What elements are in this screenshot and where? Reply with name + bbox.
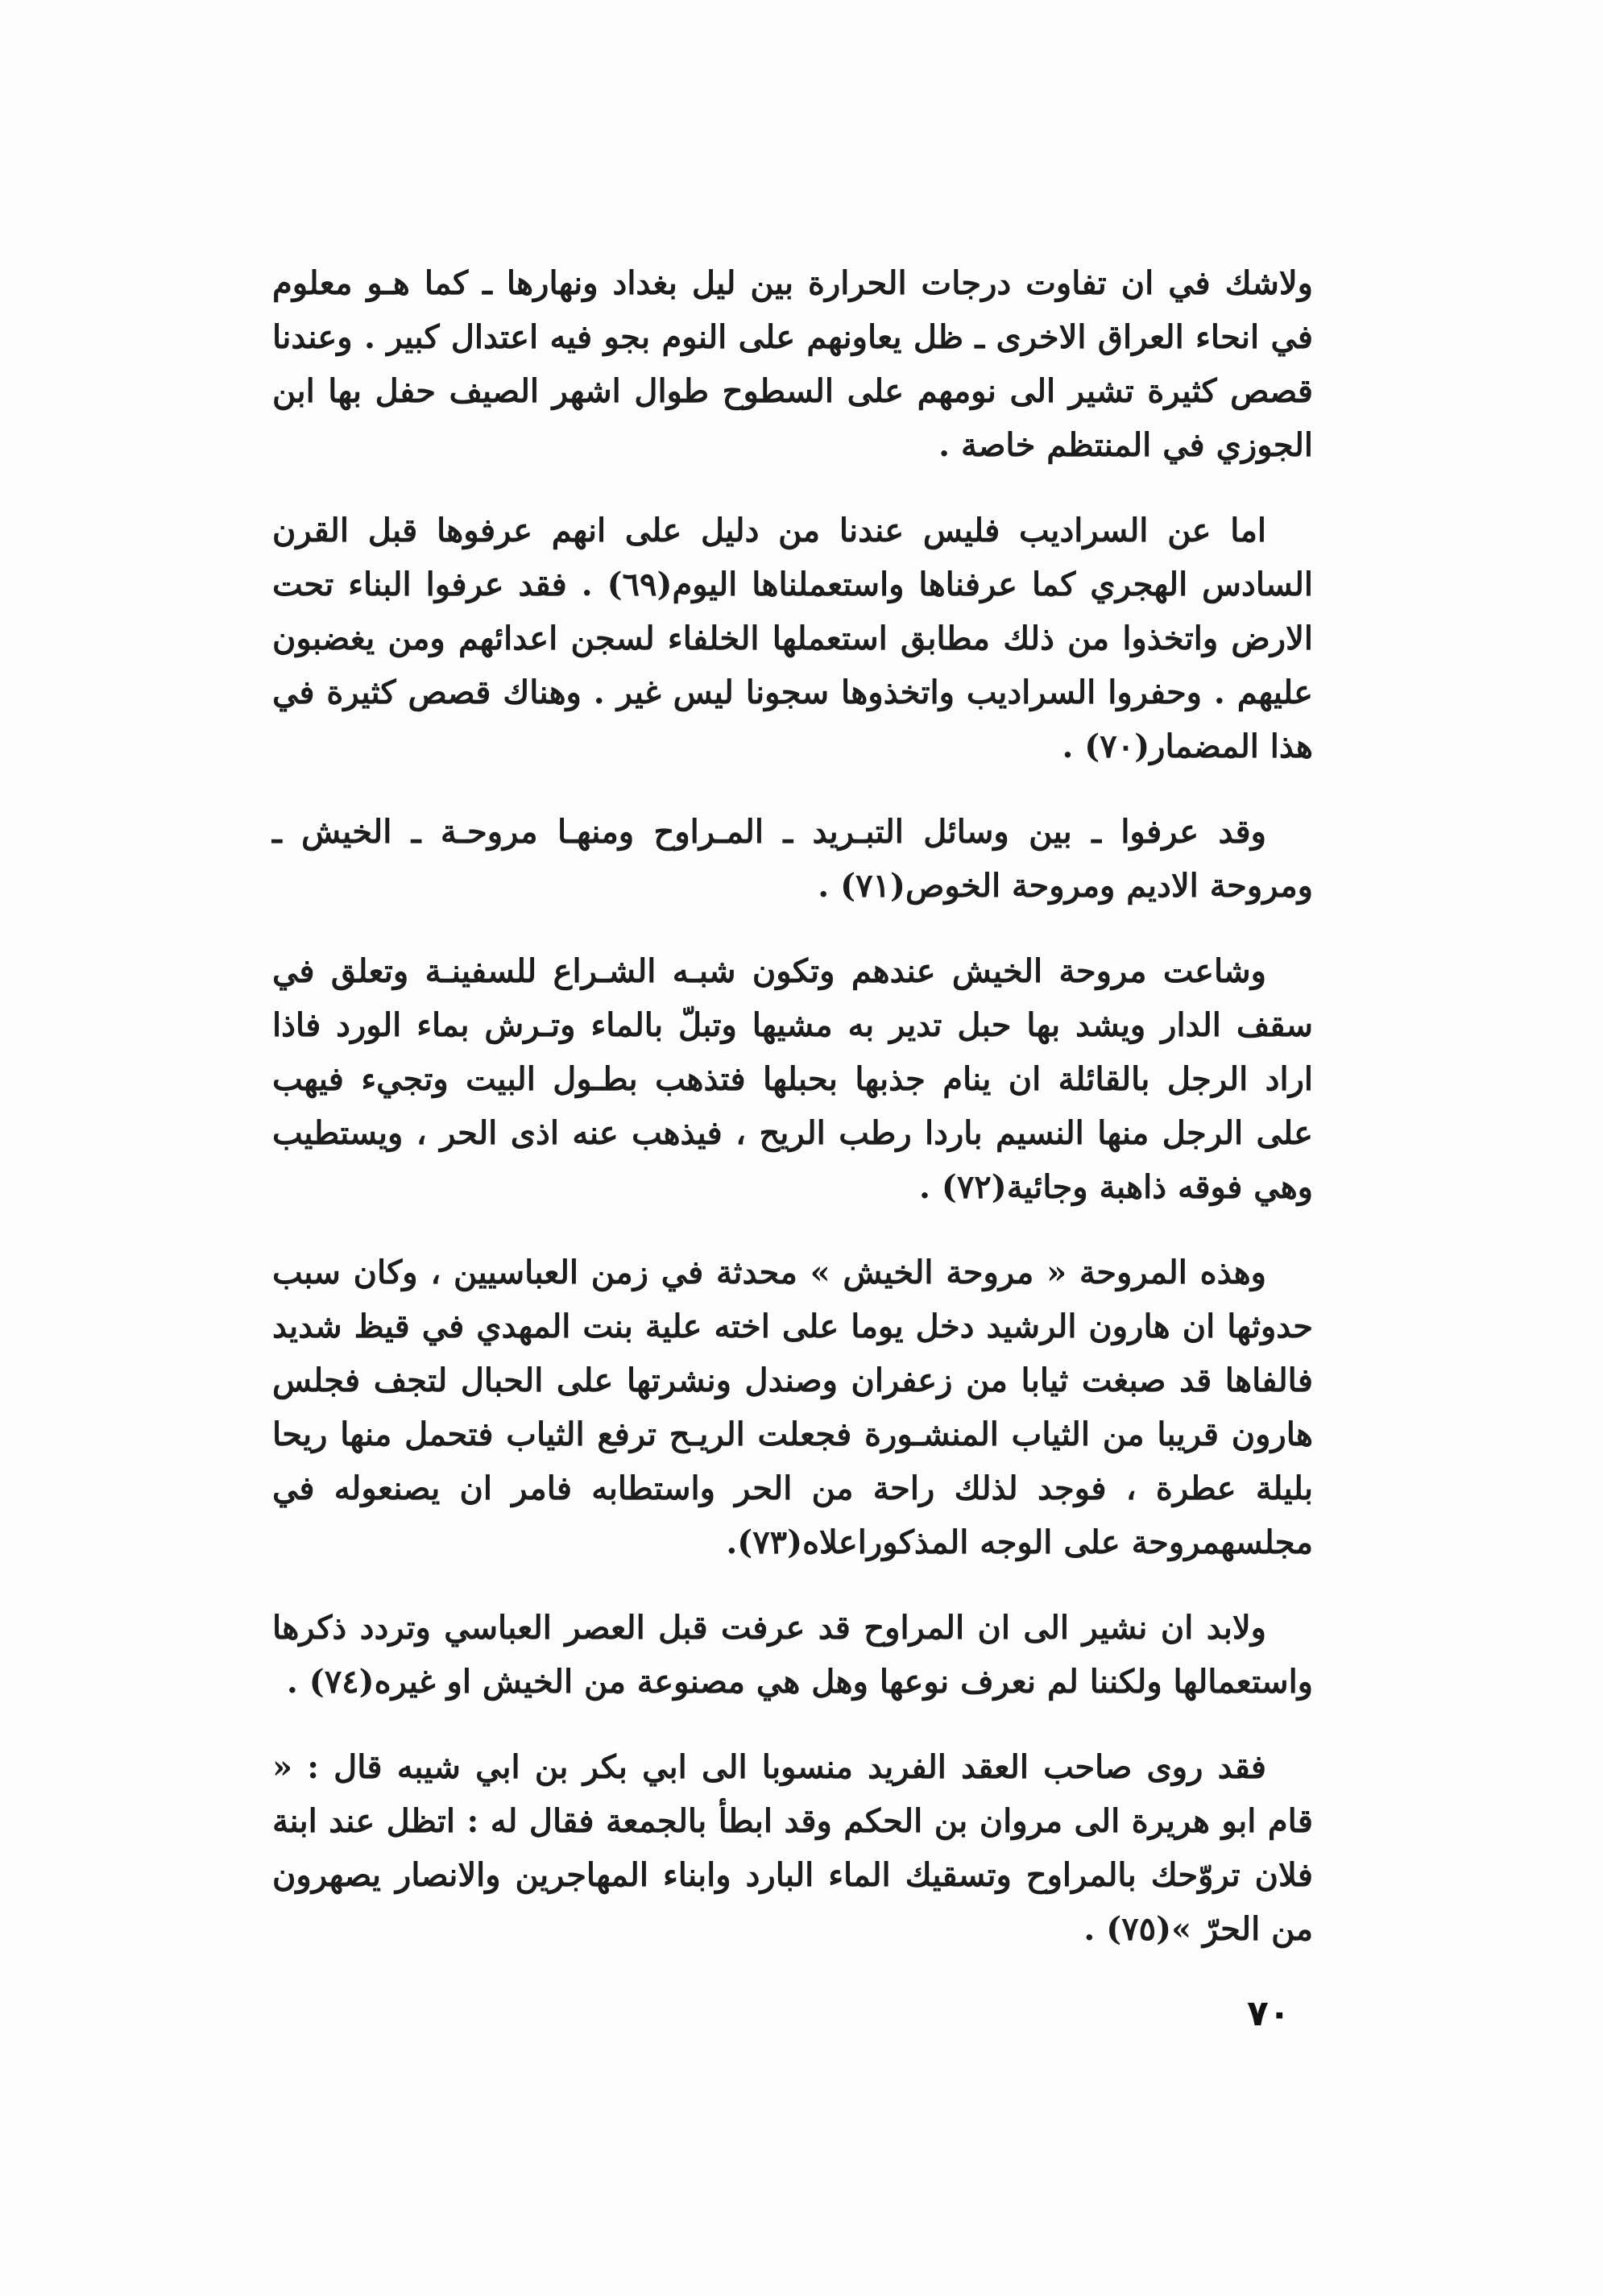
paragraph-3: وقد عرفوا ـ بين وسائل التبـريد ـ المـراوح ومنهـا مروحـة ـ الخيش ـ ومروحة الاديم ومروحة الخوص(٧١) . (272, 813, 1313, 905)
page-number: ٧٠ (1247, 1993, 1290, 2034)
paragraph-6: ولابد ان نشير الى ان المراوح قد عرفت قبل العصر العباسي وتردد ذكرها واستعمالها ولكننا لم نعرف نوعها وهل هي مصنوعة من الخيش او غيره(٧٤) . (272, 1609, 1313, 1701)
paragraph-1: ولاشك في ان تفاوت درجات الحرارة بين ليل بغداد ونهارها ـ كما هـو معلوم في انحاء العراق الاخرى ـ ظل يعاونهم على النوم بجو فيه اعتدال كبير . وعندنا قصص كثيرة تشير الى نومهم على السطوح طوال اشهر الصيف حفل بها ابن الجوزي في المنتظم خاصة . (272, 264, 1314, 464)
paragraph-4: وشاعت مروحة الخيش عندهم وتكون شبـه الشـراع للسفينـة وتعلق في سقف الدار ويشد بها حبل تدير به مشيها وتبلّ بالماء وتـرش بماء الورد فاذا اراد الرجل بالقائلة ان ينام جذبها بحبلها فتذهب بطـول البيت وتجيء فيهب على الرجل منها النسيم باردا رطب الريح ، فيذهب عنه اذى الحر ، ويستطيب وهي فوقه ذاهبة وجائية(٧٢) . (272, 952, 1313, 1206)
paragraph-7: فقد روى صاحب العقد الفريد منسوبا الى ابي بكر بن ابي شيبه قال : « قام ابو هريرة الى مروان بن الحكم وقد ابطأ بالجمعة فقال له : اتظل عند ابنة فلان تروّحك بالمراوح وتسقيك الماء البارد وابناء المهاجرين والانصار يصهرون من الحرّ »(٧٥) . (272, 1748, 1313, 1948)
page-body-text (272, 256, 1313, 1987)
paragraph-5: وهذه المروحة « مروحة الخيش » محدثة في زمن العباسيين ، وكان سبب حدوثها ان هارون الرشيد دخل يوما على اخته علية بنت المهدي في قيظ شديد فالفاها قد صبغت ثيابا من زعفران وصندل ونشرتها على الحبال لتجف فجلس هارون قريبا من الثياب المنشـورة فجعلت الريـح ترفع الثياب فتحمل منها ريحا بليلة عطرة ، فوجد لذلك راحة من الحر واستطابه فامر ان يصنعوله في مجلسهمروحة على الوجه المذكوراعلاه(٧٣). (272, 1254, 1313, 1561)
paragraph-2: اما عن السراديب فليس عندنا من دليل على انهم عرفوها قبل القرن السادس الهجري كما عرفناها واستعملناها اليوم(٦٩) . فقد عرفوا البناء تحت الارض واتخذوا من ذلك مطابق استعملها الخلفاء لسجن اعدائهم ومن يغضبون عليهم . وحفروا السراديب واتخذوها سجونا ليس غير . وهناك قصص كثيرة في هذا المضمار(٧٠) . (272, 512, 1314, 765)
